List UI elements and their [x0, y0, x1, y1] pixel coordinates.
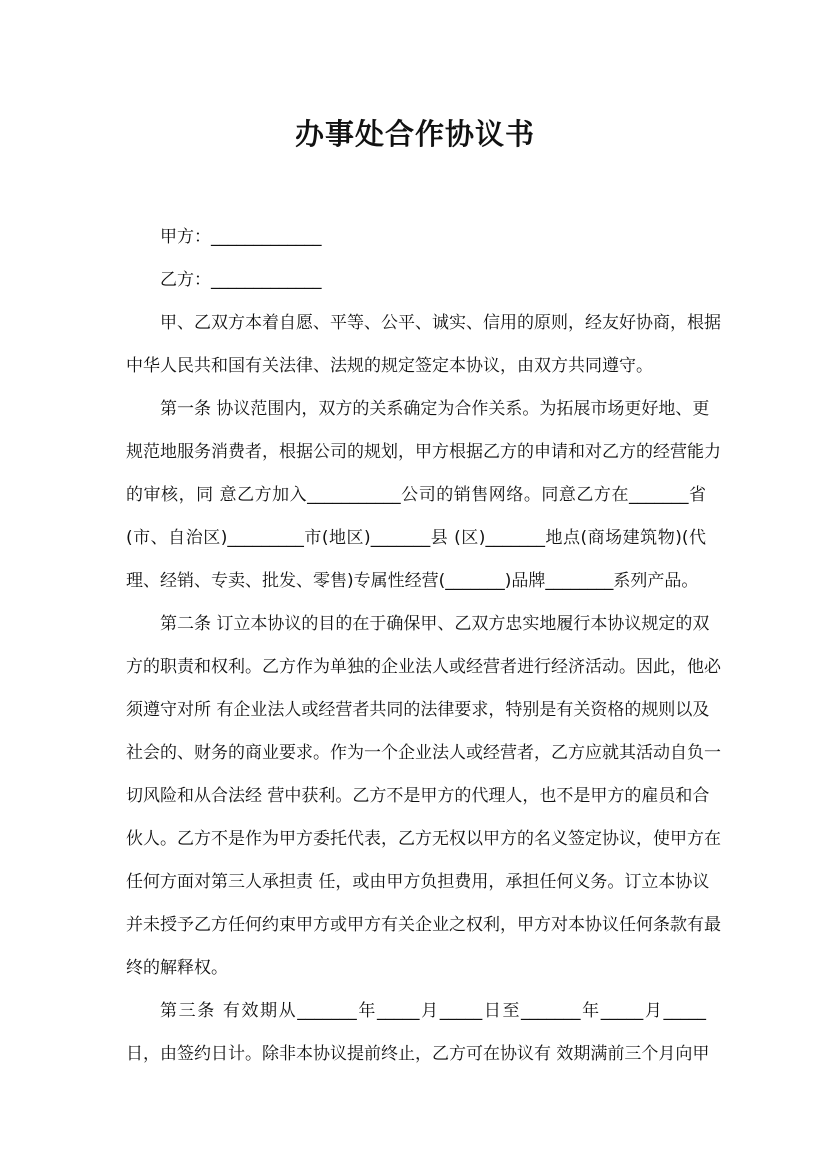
party-a-field: 甲方：_____________	[160, 227, 322, 247]
paragraph-line: 第三条 有效期从_______年_____月_____日至_______年_____月_____	[160, 1001, 706, 1021]
paragraph-line: 第二条 订立本协议的目的在于确保甲、乙双方忠实地履行本协议规定的双	[160, 614, 710, 634]
paragraph-line: 规范地服务消费者，根据公司的规划，甲方根据乙方的申请和对乙方的经营能力	[126, 442, 721, 462]
paragraph-line: 甲、乙双方本着自愿、平等、公平、诚实、信用的原则，经友好协商，根据	[160, 313, 721, 333]
paragraph-line: (市、自治区)_________市(地区)_______县 (区)_______地点(商场建筑物)(代	[126, 528, 706, 548]
paragraph-line: 社会的、财务的商业要求。作为一个企业法人或经营者，乙方应就其活动自负一	[126, 743, 721, 763]
paragraph-line: 终的解释权。	[126, 958, 228, 978]
paragraph-line: 中华人民共和国有关法律、法规的规定签定本协议，由双方共同遵守。	[126, 356, 653, 376]
paragraph-line: 方的职责和权利。乙方作为单独的企业法人或经营者进行经济活动。因此，他必	[126, 657, 721, 677]
paragraph-line: 须遵守对所 有企业法人或经营者共同的法律要求，特别是有关资格的规则以及	[126, 700, 710, 720]
paragraph-line: 切风险和从合法经 营中获利。乙方不是甲方的代理人，也不是甲方的雇员和合	[126, 786, 710, 806]
paragraph-line: 日，由签约日计。除非本协议提前终止，乙方可在协议有 效期满前三个月向甲	[126, 1044, 710, 1064]
paragraph-line: 任何方面对第三人承担责 任，或由甲方负担费用，承担任何义务。订立本协议	[126, 872, 710, 892]
paragraph-line: 第一条 协议范围内，双方的关系确定为合作关系。为拓展市场更好地、更	[160, 399, 710, 419]
party-b-field: 乙方：_____________	[160, 270, 322, 290]
document-title: 办事处合作协议书	[294, 117, 535, 151]
paragraph-line: 理、经销、专卖、批发、零售)专属性经营(_______)品牌________系列产品。	[126, 571, 699, 591]
paragraph-line: 并未授予乙方任何约束甲方或甲方有关企业之权利，甲方对本协议任何条款有最	[126, 915, 721, 935]
paragraph-line: 的审核，同 意乙方加入___________公司的销售网络。同意乙方在_______省	[126, 485, 706, 505]
paragraph-line: 伙人。乙方不是作为甲方委托代表，乙方无权以甲方的名义签定协议，使甲方在	[126, 829, 721, 849]
